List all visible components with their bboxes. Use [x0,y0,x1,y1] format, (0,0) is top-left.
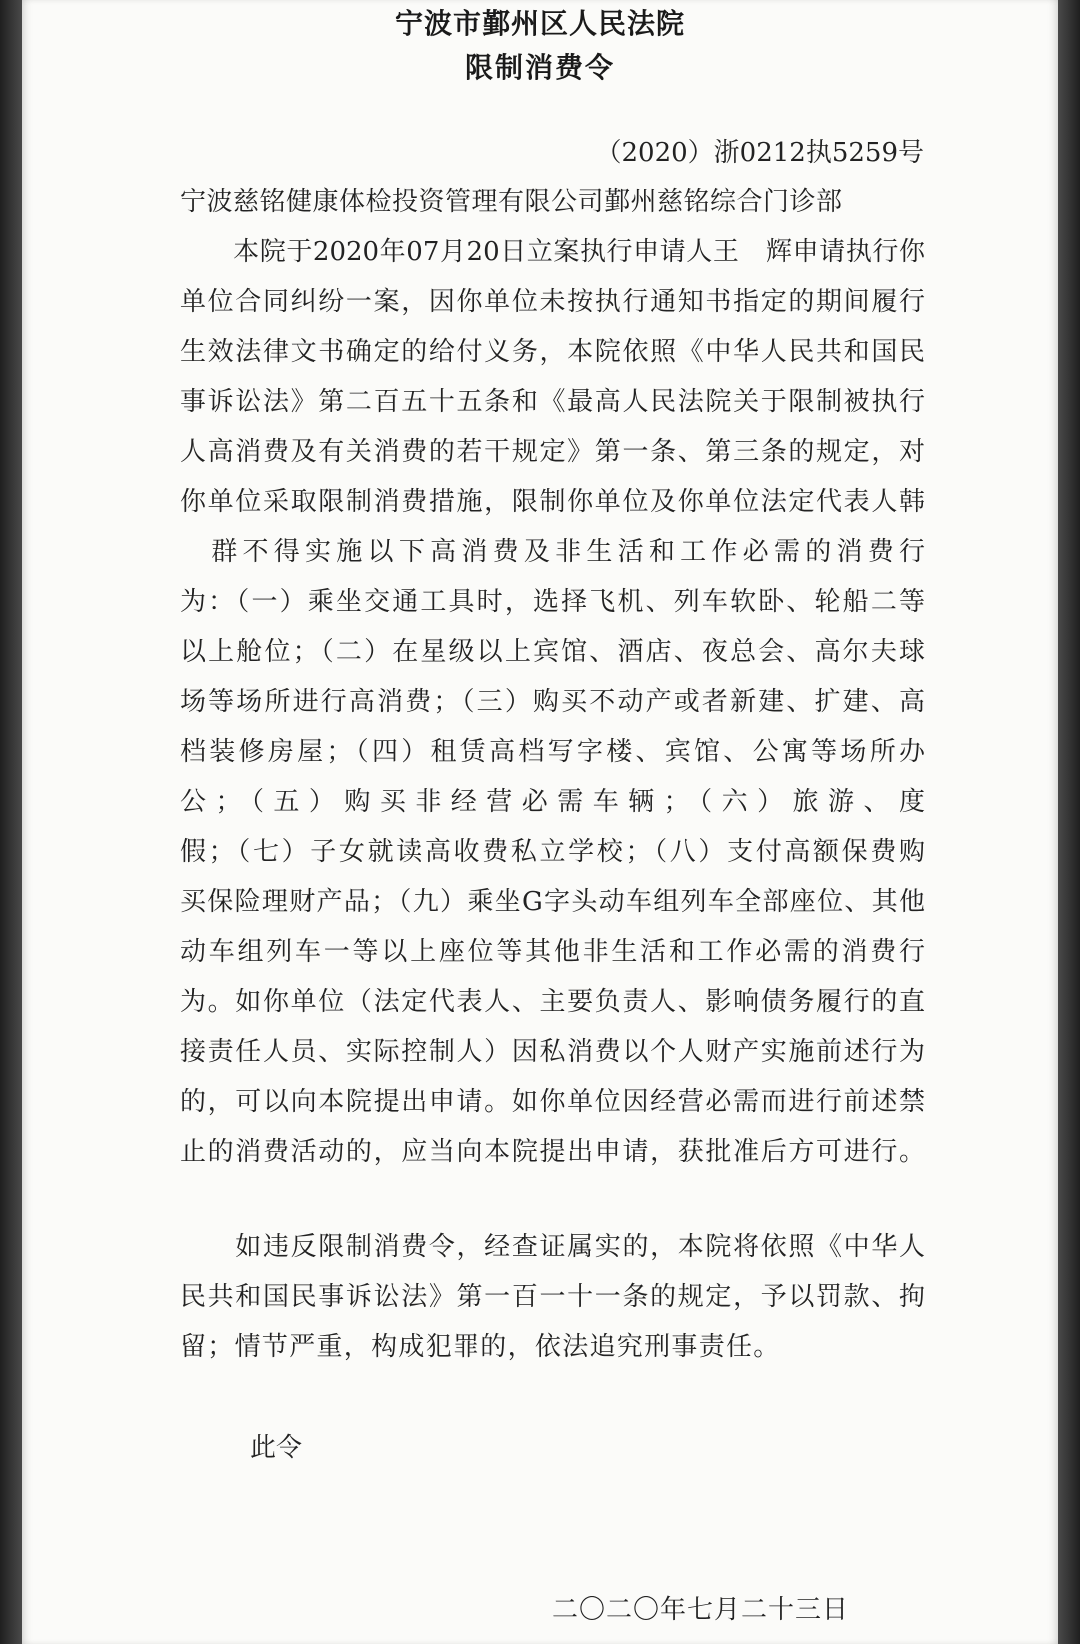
case-number: （2020）浙0212执5259号 [595,138,924,168]
penalty-line: 留；情节严重，构成犯罪的，依法追究刑事责任。 [180,1332,781,1362]
body-line: 场等场所进行高消费；（三）购买不动产或者新建、扩建、高 [180,687,925,717]
signature-date: 二〇二〇年七月二十三日 [552,1595,850,1625]
body-line: 接责任人员、实际控制人）因私消费以个人财产实施前述行为 [180,1037,925,1067]
body-line: 买保险理财产品；（九）乘坐G字头动车组列车全部座位、其他 [180,887,925,917]
body-line: 你单位采取限制消费措施，限制你单位及你单位法定代表人韩 [180,487,925,517]
body-line: 动车组列车一等以上座位等其他非生活和工作必需的消费行 [180,937,925,967]
body-line: 人高消费及有关消费的若干规定》第一条、第三条的规定，对 [180,437,925,467]
penalty-line: 如违反限制消费令，经查证属实的，本院将依照《中华人 [180,1232,925,1262]
body-line: 以上舱位；（二）在星级以上宾馆、酒店、夜总会、高尔夫球 [180,637,925,667]
body-line: 的，可以向本院提出申请。如你单位因经营必需而进行前述禁 [180,1087,925,1117]
body-line: 单位合同纠纷一案，因你单位未按执行通知书指定的期间履行 [180,287,925,317]
court-name: 宁波市鄞州区人民法院 [394,7,685,40]
document-title: 限制消费令 [464,51,615,84]
body-line: 假；（七）子女就读高收费私立学校；（八）支付高额保费购 [180,837,925,867]
closing-phrase: 此令 [250,1433,303,1463]
body-line: 本院于2020年07月20日立案执行申请人王 辉申请执行你 [180,237,925,267]
body-line: 为：（一）乘坐交通工具时，选择飞机、列车软卧、轮船二等 [180,587,925,617]
document-page [22,0,1058,1644]
body-line: 群不得实施以下高消费及非生活和工作必需的消费行 [180,537,925,567]
body-line: 生效法律文书确定的给付义务，本院依照《中华人民共和国民 [180,337,925,367]
body-line: 公；（五）购买非经营必需车辆；（六）旅游、度 [180,787,925,817]
body-line: 止的消费活动的，应当向本院提出申请，获批准后方可进行。 [180,1137,925,1167]
body-line: 为。如你单位（法定代表人、主要负责人、影响债务履行的直 [180,987,925,1017]
penalty-line: 民共和国民事诉讼法》第一百一十一条的规定，予以罚款、拘 [180,1282,925,1312]
respondent-name: 宁波慈铭健康体检投资管理有限公司鄞州慈铭综合门诊部 [180,187,843,217]
body-line: 事诉讼法》第二百五十五条和《最高人民法院关于限制被执行 [180,387,925,417]
body-line: 档装修房屋；（四）租赁高档写字楼、宾馆、公寓等场所办 [180,737,925,767]
scan-edge-right [1058,0,1080,1644]
scan-edge-left [0,0,22,1644]
